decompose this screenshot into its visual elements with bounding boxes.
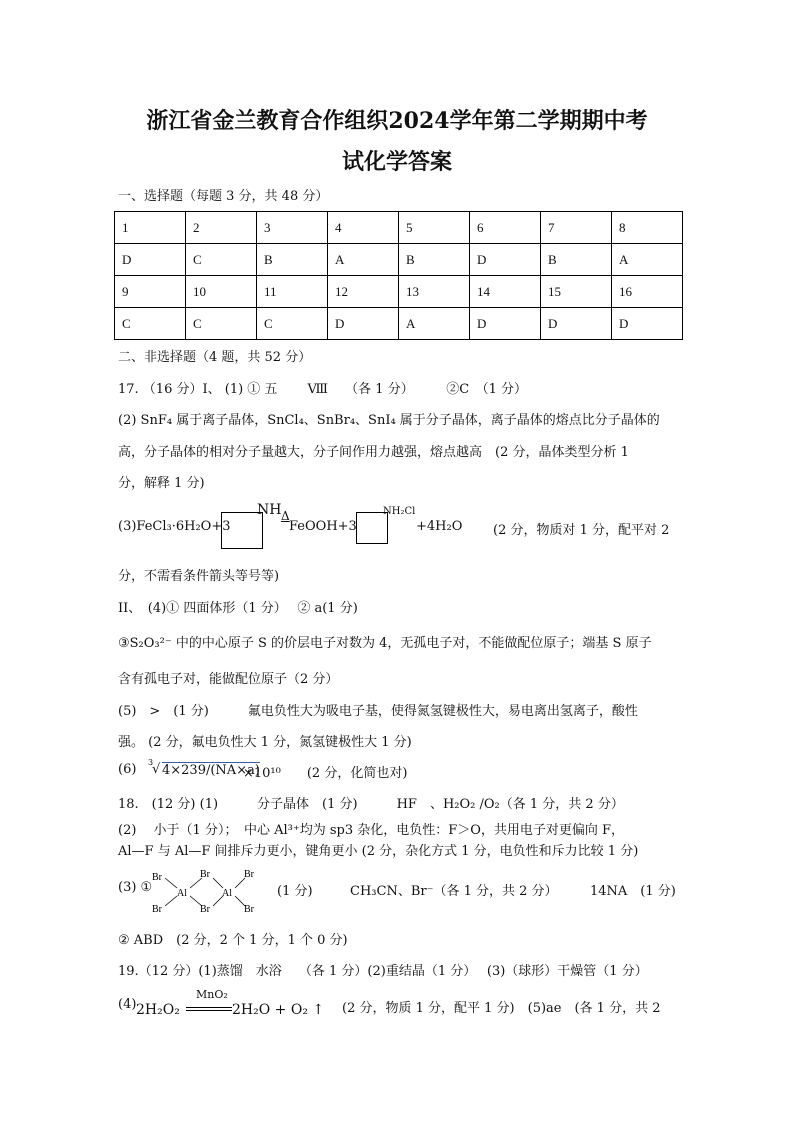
al-atom: Al <box>177 888 187 899</box>
q18-3-label: (3) ① <box>118 880 153 895</box>
table-row <box>115 244 683 276</box>
q17-eq-part-c: +4H₂O <box>416 519 463 534</box>
table-cell: 7 <box>541 212 612 244</box>
q17-line-6: 分，不需看条件箭头等号等) <box>118 569 280 584</box>
q17-line-4: 分，解释 1 分) <box>118 476 205 491</box>
q17-line-12-rest: ×10¹⁰ (2 分，化简也对) <box>243 766 408 781</box>
table-cell: 15 <box>541 276 612 308</box>
table-cell: C <box>115 308 186 340</box>
svg-text:Br: Br <box>244 869 254 880</box>
q18-3-score: (1 分) <box>277 884 313 899</box>
table-cell: D <box>541 308 612 340</box>
products: 2H₂O + O₂ ↑ <box>232 1002 325 1018</box>
q18-3-count: 14NA (1 分) <box>590 884 676 899</box>
q18-line-5: ② ABD (2 分，2 个 1 分，1 个 0 分) <box>118 933 348 948</box>
table-row <box>115 308 683 340</box>
table-cell: C <box>186 244 257 276</box>
q17-eq-part-a: (3)FeCl₃·6H₂O+3 <box>118 519 231 534</box>
svg-text:Br: Br <box>200 869 210 880</box>
table-cell: D <box>115 244 186 276</box>
q18-line-3: Al—F 与 Al—F 间排斥力更小，键角更小 (2 分，杂化方式 1 分，电负性和斥力比较 1 分) <box>118 844 639 859</box>
q18-line-2: (2) 小于（1 分）； 中心 Al³⁺均为 sp3 杂化，电负性：F＞O，共用电子对更偏向 F， <box>118 823 625 838</box>
table-cell: 11 <box>257 276 328 308</box>
q17-line-8: ③S₂O₃²⁻ 中的中心原子 S 的价层电子对数为 4，无孤电子对，不能做配位原子；端基 S 原子 <box>118 636 652 651</box>
equals-arrow <box>186 1007 232 1011</box>
table-cell: B <box>541 244 612 276</box>
table-cell: C <box>186 308 257 340</box>
q19-line-1: 19.（12 分）(1)蒸馏 水浴 （各 1 分）(2)重结晶（1 分） (3)（球形）干燥管（1 分） <box>118 964 648 979</box>
table-cell: D <box>470 308 541 340</box>
nh-label: NH <box>257 502 282 518</box>
root-index: 3 <box>148 758 154 767</box>
document-page: 浙江省金兰教育合作组织2024学年第二学期期中考 试化学答案 一、选择题（每题 3 分，共 48 分） 1 2 3 4 5 6 7 8 D C B A B D B A 9 10 11 12 13 14 15 16 C C C D A D D D 二、非选择题（4 题，共 52 分） 17. （16 分）I、 (1) ① 五 Ⅷ （各 1 分） ②C （1 分） (2) SnF₄ 属于离子晶体，SnCl₄、SnBr₄、SnI₄ 属于分子晶体，离子晶体的熔点比分子晶体的 高，分子晶体的相对分子量越大，分子间作用力越强，熔点越高 (2 分，晶体类型分析 1 分，解释 1 分) (3)FeCl₃·6H₂O+3 NH Δ FeOOH+3 NH₂Cl +4H₂O (2 分，物质对 1 分，配平对 2 分，不需看条件箭头等号等) II、 (4)① 四面体形（1 分） ② a(1 分) ③S₂O₃²⁻ 中的中心原子 S 的价层电子对数为 4，无孤电子对，不能做配位原子；端基 S 原子 含有孤电子对，能做配位原子（2 分） (5) > (1 分) 氟电负性大为吸电子基，使得氮氢键极性大，易电离出氢离子，酸性 强。 (2 分，氟电负性大 1 分，氮氢键极性大 1 分) (6) 3 √ 4×239/(NA×a) ×10¹⁰ (2 分，化简也对) 18. (12 分) (1) 分子晶体 (1 分) HF 、H₂O₂ /O₂（各 1 分，共 2 分） (2) 小于（1 分）； 中心 Al³⁺均为 sp3 杂化，电负性：F＞O，共用电子对更偏向 F， Al—F 与 Al—F 间排斥力更小，键角更小 (2 分，杂化方式 1 分，电负性和斥力比较 1 分) (3) ① Br Br Br Br Br Br Al Al (1 分) CH₃CN、Br⁻（各 1 分，共 2 分） 14NA (1 分) ② ABD (2 分，2 个 1 分，1 个 0 分) 19.（12 分）(1)蒸馏 水浴 （各 1 分）(2)重结晶（1 分） (3)（球形）干燥管（1 分） (4) 2H₂O₂ MnO₂ 2H₂O + O₂ ↑ (2 分，物质 1 分，配平 1 分) (5)ae (各 1 分，共 2 <box>0 0 794 1123</box>
table-cell: D <box>328 308 399 340</box>
table-cell: 1 <box>115 212 186 244</box>
svg-text:Br: Br <box>200 904 210 915</box>
table-cell: A <box>612 244 683 276</box>
q17-line-9: 含有孤电子对，能做配位原子（2 分） <box>118 672 339 687</box>
root-expression: 4×239/(NA×a) <box>162 763 260 778</box>
q17-line-11: 强。 (2 分，氟电负性大 1 分，氮氢键极性大 1 分) <box>118 735 412 750</box>
title-line-1: 浙江省金兰教育合作组织2024学年第二学期期中考 <box>146 108 648 134</box>
table-cell: B <box>257 244 328 276</box>
table-cell: 16 <box>612 276 683 308</box>
table-cell: 5 <box>399 212 470 244</box>
table-cell: D <box>612 308 683 340</box>
section-1-heading: 一、选择题（每题 3 分，共 48 分） <box>118 189 329 204</box>
q17-eq-note: (2 分，物质对 1 分，配平对 2 <box>493 523 670 538</box>
al2br6-structure <box>150 866 260 916</box>
table-cell: 4 <box>328 212 399 244</box>
table-cell: A <box>399 308 470 340</box>
table-cell: 9 <box>115 276 186 308</box>
table-row <box>115 276 683 308</box>
q18-3-ligands: CH₃CN、Br⁻（各 1 分，共 2 分） <box>350 884 558 899</box>
q17-line-3: 高，分子晶体的相对分子量越大，分子间作用力越强，熔点越高 (2 分，晶体类型分析 1 <box>118 445 629 460</box>
section-2-heading: 二、非选择题（4 题，共 52 分） <box>118 350 312 365</box>
q17-line-2: (2) SnF₄ 属于离子晶体，SnCl₄、SnBr₄、SnI₄ 属于分子晶体，离子晶体的熔点比分子晶体的 <box>118 413 660 428</box>
catalyst: MnO₂ <box>196 988 228 1001</box>
table-cell: 14 <box>470 276 541 308</box>
q19-line-2-rest: (2 分，物质 1 分，配平 1 分) (5)ae (各 1 分，共 2 <box>342 1001 661 1016</box>
svg-text:Br: Br <box>244 904 254 915</box>
table-cell: D <box>470 244 541 276</box>
svg-text:Al: Al <box>222 888 232 899</box>
table-row <box>115 212 683 244</box>
delta-sign: Δ <box>281 509 290 523</box>
table-cell: 3 <box>257 212 328 244</box>
table-cell: 10 <box>186 276 257 308</box>
answer-table <box>114 211 683 340</box>
q17-line-1: 17. （16 分）I、 (1) ① 五 Ⅷ （各 1 分） ②C （1 分） <box>118 382 528 397</box>
q17-eq-part-b: FeOOH+3 <box>289 519 357 534</box>
table-cell: B <box>399 244 470 276</box>
br-atom: Br <box>152 872 162 883</box>
svg-text:Br: Br <box>152 904 162 915</box>
nh2cl-label: NH₂Cl <box>383 506 416 517</box>
q17-line-7: II、 (4)① 四面体形（1 分） ② a(1 分) <box>118 601 358 616</box>
table-cell: 8 <box>612 212 683 244</box>
table-cell: 6 <box>470 212 541 244</box>
title-line-2: 试化学答案 <box>341 149 452 175</box>
table-cell: A <box>328 244 399 276</box>
table-cell: C <box>257 308 328 340</box>
q17-line-10: (5) > (1 分) 氟电负性大为吸电子基，使得氮氢键极性大，易电离出氢离子，酸性 <box>118 704 638 719</box>
q17-line-12-label: (6) <box>118 762 137 777</box>
table-cell: 12 <box>328 276 399 308</box>
reactant: 2H₂O₂ <box>136 1002 180 1018</box>
table-cell: 13 <box>399 276 470 308</box>
q18-line-1: 18. (12 分) (1) 分子晶体 (1 分) HF 、H₂O₂ /O₂（各 1 分，共 2 分） <box>118 797 624 812</box>
q19-4-label: (4) <box>118 997 137 1012</box>
table-cell: 2 <box>186 212 257 244</box>
